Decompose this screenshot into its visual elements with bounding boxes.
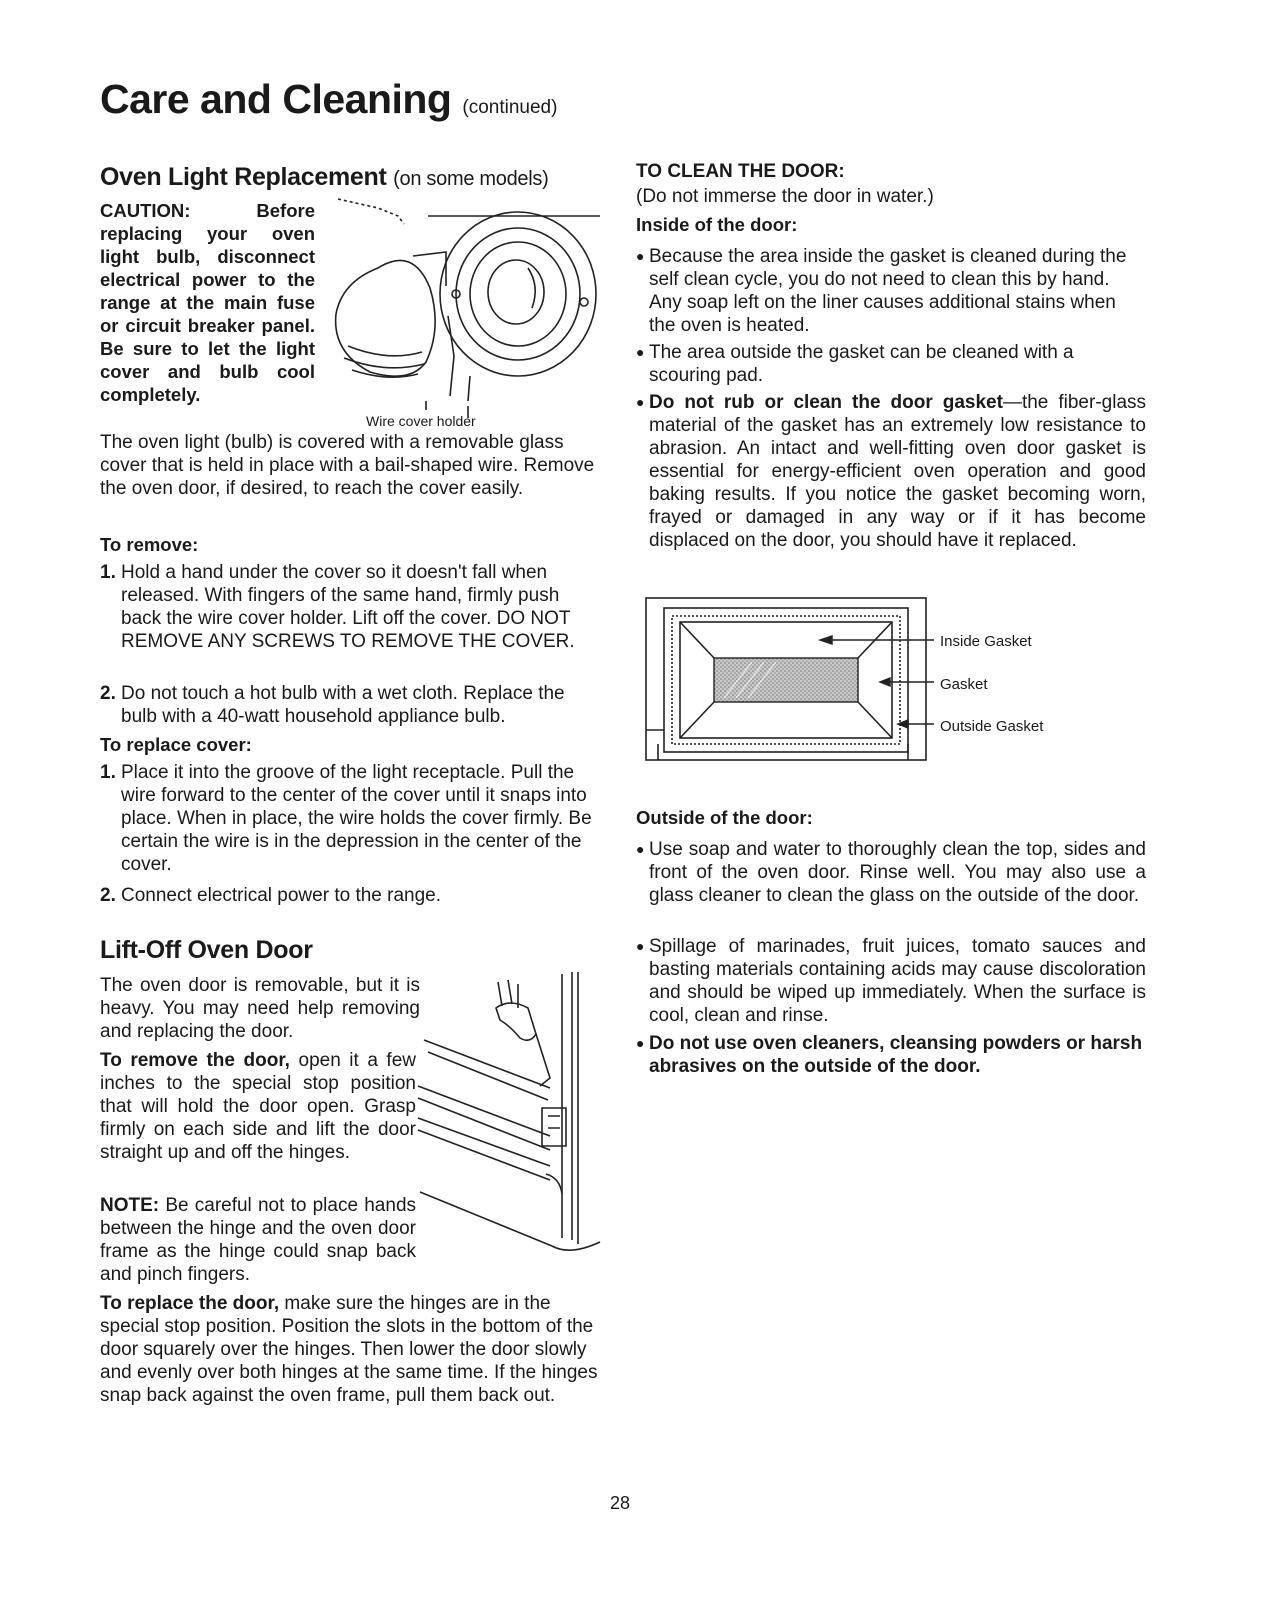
remove-door-lead: To remove the door, <box>100 1050 290 1071</box>
outside-bullet-3-content <box>649 1032 1146 1078</box>
inside-gasket-label: Inside Gasket <box>940 633 1032 650</box>
caution-text: CAUTION: Before replacing your oven light bulb, disconnect electrical power to the range at the main fuse or circuit breaker panel. Be sure to let the light cover and bulb cool completely. <box>100 200 315 405</box>
clean-door-heading: TO CLEAN THE DOOR: <box>636 161 845 182</box>
replace-step-1 <box>100 761 602 881</box>
remove-door-paragraph <box>100 1049 416 1164</box>
bullet-dot: ● <box>636 938 645 954</box>
replace-door-text: make sure the hinges are in the special stop position. Position the slots in the bottom of the door squarely over the hinges. Then lower the door slowly and evenly over both hinges at the same time. If the hinges snap back against the oven frame, pull them back out. <box>100 1293 598 1406</box>
inside-bullet-2-text: The area outside the gasket can be cleaned with a scouring pad. <box>649 342 1074 386</box>
outside-bullet-1 <box>636 838 1146 930</box>
lift-off-door-heading: Lift-Off Oven Door <box>100 936 313 964</box>
clean-door-note: (Do not immerse the door in water.) <box>636 186 934 207</box>
replace-door-lead: To replace the door, <box>100 1293 280 1314</box>
replace-step-1-text: Place it into the groove of the light receptacle. Pull the wire forward to the center of the cover until it snaps into place. When in place, the wire holds the cover firmly. Be certain the wire is in the depression in the center of the cover. <box>121 762 592 875</box>
remove-door-text: open it a few inches to the special stop position that will hold the door open. Grasp firmly on each side and lift the door straight up and off the hinges. <box>100 1050 417 1163</box>
bullet-dot: ● <box>636 248 645 264</box>
lift-off-door-illustration <box>410 968 606 1260</box>
page-title-text: Care and Cleaning <box>100 76 452 122</box>
inside-door-heading: Inside of the door: <box>636 214 798 235</box>
door-gasket-diagram <box>644 594 934 764</box>
inside-bullet-3-lead: Do not rub or clean the door gasket <box>649 392 1003 413</box>
oven-light-heading <box>100 163 548 192</box>
outside-bullet-3 <box>636 1032 1146 1080</box>
page-title <box>100 76 557 123</box>
inside-bullet-1 <box>636 245 1146 337</box>
bullet-dot: ● <box>636 841 645 857</box>
inside-bullet-2 <box>636 341 1146 387</box>
to-replace-cover-heading: To replace cover: <box>100 734 252 755</box>
remove-step-2 <box>100 682 602 730</box>
replace-step-2-number: 2. <box>100 885 116 906</box>
outside-bullet-2-text: Spillage of marinades, fruit juices, tomato sauces and basting materials containing acids may cause discoloration and should be wiped up immediately. When the surface is cool, clean and rinse. <box>649 936 1146 1026</box>
note-paragraph <box>100 1194 416 1286</box>
bullet-dot: ● <box>636 344 645 360</box>
door-intro: The oven door is removable, but it is heavy. You may need help removing and replacing the door. <box>100 975 420 1042</box>
inside-bullet-1-text: Because the area inside the gasket is cleaned during the self clean cycle, you do not need to clean this by hand. Any soap left on the liner causes additional stains when the oven is heated. <box>649 246 1127 336</box>
remove-step-1-number: 1. <box>100 562 116 583</box>
replace-step-1-number: 1. <box>100 762 116 783</box>
bullet-dot: ● <box>636 1035 645 1051</box>
page-number: 28 <box>610 1493 631 1513</box>
oven-light-intro: The oven light (bulb) is covered with a removable glass cover that is held in place with a bail-shaped wire. Remove the oven door, if desired, to reach the cover easily. <box>100 432 595 499</box>
oven-light-heading-text: Oven Light Replacement <box>100 163 387 191</box>
remove-step-2-text: Do not touch a hot bulb with a wet cloth. Replace the bulb with a 40-watt household appliance bulb. <box>121 683 565 727</box>
wire-cover-holder-label: Wire cover holder <box>366 413 476 429</box>
to-remove-heading: To remove: <box>100 534 199 555</box>
outside-bullet-1-text: Use soap and water to thoroughly clean the top, sides and front of the oven door. Rinse well. You may also use a glass cleaner to clean the glass on the outside of the door. <box>649 839 1146 906</box>
note-lead: NOTE: <box>100 1195 160 1216</box>
bullet-dot: ● <box>636 394 645 410</box>
remove-step-2-number: 2. <box>100 683 116 704</box>
inside-bullet-3-content <box>649 391 1146 552</box>
oven-light-heading-note: (on some models) <box>393 168 549 190</box>
note-text: Be careful not to place hands between the hinge and the oven door frame as the hinge could snap back and pinch fingers. <box>100 1195 417 1285</box>
replace-step-2 <box>100 884 602 908</box>
gasket-label: Gasket <box>940 676 988 693</box>
remove-step-1 <box>100 561 602 681</box>
inside-bullet-3 <box>636 391 1146 581</box>
outside-bullet-3-lead: Do not use oven cleaners, cleansing powders or harsh abrasives on the outside of the door. <box>649 1033 1143 1077</box>
outside-door-heading: Outside of the door: <box>636 807 813 828</box>
outside-gasket-label: Outside Gasket <box>940 718 1044 735</box>
replace-step-2-text: Connect electrical power to the range. <box>121 885 442 906</box>
remove-step-1-text: Hold a hand under the cover so it doesn't fall when released. With fingers of the same hand, firmly push back the wire cover holder. Lift off the cover. DO NOT REMOVE ANY SCREWS TO REMOVE THE COVER. <box>121 562 575 652</box>
replace-door-paragraph <box>100 1292 602 1407</box>
inside-bullet-3-text: —the fiber-glass material of the gasket has an extremely low resistance to abrasion. An intact and well-fitting oven door gasket is essential for energy-efficient oven operation and good baking results. If you notice the gasket becoming worn, frayed or damaged in any way or if it has become displaced on the door, you should have it replaced. <box>649 392 1147 551</box>
oven-light-illustration <box>318 196 608 428</box>
page-title-note: (continued) <box>462 97 558 118</box>
outside-bullet-2 <box>636 935 1146 1027</box>
